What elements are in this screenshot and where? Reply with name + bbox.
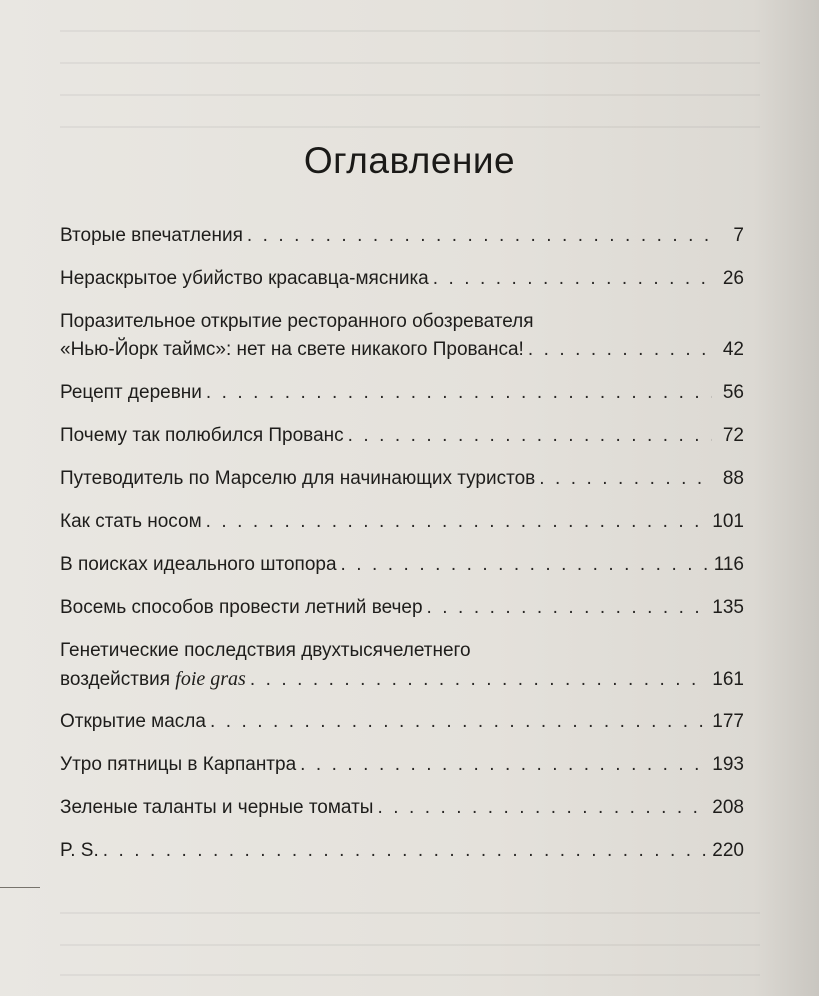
toc-entry-page: 88: [722, 468, 744, 489]
toc-entry[interactable]: [60, 637, 744, 693]
bleed-through-line: [60, 944, 760, 946]
toc-entry-title: Вторые впечатления: [60, 225, 243, 246]
toc-entry-title: Путеводитель по Марселю для начинающих туристов: [60, 468, 536, 489]
toc-entry[interactable]: [60, 222, 744, 250]
toc-entry[interactable]: [60, 308, 744, 364]
leader-dots: [206, 508, 709, 536]
bleed-through-line: [60, 974, 760, 976]
bleed-through-line: [60, 94, 760, 96]
toc-entry-title: Утро пятницы в Карпантра: [60, 754, 297, 775]
toc-entry[interactable]: [60, 794, 744, 822]
toc-entry-page: 26: [722, 268, 744, 289]
toc-entry-title: Восемь способов провести летний вечер: [60, 597, 423, 618]
toc-entry-page: 116: [713, 554, 744, 575]
toc-entry-page: 7: [733, 225, 744, 246]
page-title: Оглавление: [303, 140, 516, 181]
leader-dots: [300, 751, 708, 779]
toc-entry[interactable]: [60, 837, 744, 865]
leader-dots: [433, 265, 712, 293]
toc-entry-page: 193: [712, 754, 744, 775]
toc-entry[interactable]: [60, 594, 744, 622]
toc-entry-title: Почему так полюбился Прованс: [60, 425, 344, 446]
bleed-through-line: [60, 62, 760, 64]
toc-entry-page: 177: [712, 711, 744, 732]
toc-entry[interactable]: [60, 751, 744, 779]
toc-entry[interactable]: [60, 551, 744, 579]
bleed-through-line: [60, 30, 760, 32]
page-edge-mark: [0, 887, 40, 888]
leader-dots: [210, 708, 708, 736]
leader-dots: [377, 794, 708, 822]
toc-entry-title-italic: foie gras: [175, 668, 246, 690]
toc-entry-title-line-2: [60, 665, 246, 694]
toc-entry-page: 161: [712, 669, 744, 690]
toc-entry-page: 42: [722, 339, 744, 360]
toc-entry-title: Нераскрытое убийство красавца-мясника: [60, 268, 429, 289]
toc-entry[interactable]: [60, 465, 744, 493]
toc-entry-title-text: воздействия: [60, 669, 170, 690]
toc-entry-page: 72: [722, 425, 744, 446]
toc-entry-title: Зеленые таланты и черные томаты: [60, 797, 374, 818]
toc-entry-title: P. S.: [60, 840, 99, 861]
bleed-through-line: [60, 126, 760, 128]
toc-entry-page: 220: [712, 840, 744, 861]
leader-dots: [103, 837, 709, 865]
leader-dots: [528, 336, 712, 364]
toc-entry[interactable]: [60, 708, 744, 736]
toc-entry-page: 135: [712, 597, 744, 618]
toc-entry-title-line-1: Генетические последствия двухтысячелетнего: [60, 640, 471, 661]
toc-entry[interactable]: [60, 508, 744, 536]
toc-entry-page: 208: [712, 797, 744, 818]
toc-entry-title: Открытие масла: [60, 711, 206, 732]
leader-dots: [341, 551, 710, 579]
toc-entry-title: В поисках идеального штопора: [60, 554, 337, 575]
leader-dots: [206, 379, 712, 407]
leader-dots: [539, 465, 712, 493]
toc-entry-page: 101: [712, 511, 744, 532]
table-of-contents: [60, 222, 744, 880]
toc-entry-title-line-1: Поразительное открытие ресторанного обозревателя: [60, 311, 534, 332]
leader-dots: [427, 594, 709, 622]
toc-entry-title: Рецепт деревни: [60, 382, 202, 403]
toc-entry[interactable]: [60, 265, 744, 293]
toc-entry[interactable]: [60, 422, 744, 450]
toc-entry-title: Как стать носом: [60, 511, 202, 532]
toc-entry[interactable]: [60, 379, 744, 407]
leader-dots: [348, 422, 712, 450]
toc-entry-title-line-2: «Нью-Йорк таймс»: нет на свете никакого Прованса!: [60, 339, 524, 360]
toc-entry-page: 56: [722, 382, 744, 403]
leader-dots: [250, 666, 708, 694]
leader-dots: [247, 222, 712, 250]
bleed-through-line: [60, 912, 760, 914]
